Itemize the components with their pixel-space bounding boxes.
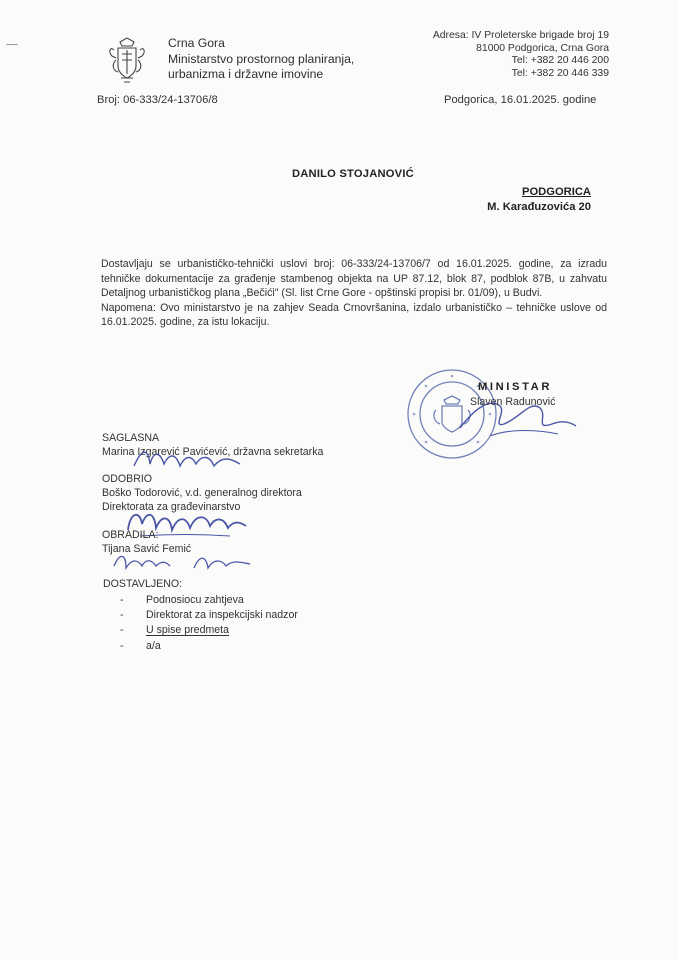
approved-unit: Direktorata za građevinarstvo [102,501,241,513]
distribution-label: DOSTAVLJENO: [103,578,183,590]
list-item: - Direktorat za inspekcijski nadzor [120,608,298,623]
coat-of-arms-icon [106,36,148,84]
approved-label: ODOBRIO [102,473,153,485]
list-item: - U spise predmeta [120,623,298,638]
note-paragraph: Napomena: Ovo ministarstvo je na zahjev Seada Crnovršanina, izdalo urbanističko – tehničke uslove od 16.01.2025. godine, za istu lokaciju. [101,301,607,329]
approved-person: Boško Todorović, v.d. generalnog direktora [102,487,302,499]
document-date: Podgorica, 16.01.2025. godine [444,94,597,106]
ministry-line: Crna Gora [168,36,225,50]
secretary-signature-icon [130,442,250,476]
distribution-list [120,593,298,654]
scan-mark [6,44,18,45]
ministry-line: urbanizma i državne imovine [168,67,324,81]
letter-body [101,257,607,330]
minister-name: Slaven Radunović [470,396,556,408]
list-item: - a/a [120,639,298,654]
processed-label: OBRADILA: [102,529,159,541]
minister-title: MINISTAR [478,381,553,393]
reference-number: Broj: 06-333/24-13706/8 [97,94,218,106]
list-item: - Podnosiocu zahtjeva [120,593,298,608]
address-line: Adresa: IV Proleterske brigade broj 19 [432,30,609,41]
ministry-name [168,36,354,83]
ministry-address [433,30,609,80]
body-paragraph: Dostavljaju se urbanističko-tehnički uslovi broj: 06-333/24-13706/7 od 16.01.2025. godine, za izradu tehničke dokumentacije za građenje stambenog objekta na UP 87.12, blok 87, podblok 87B, u zahvatu Detaljnog urbanističkog plana „Bečići" (Sl. list Crne Gore - opštinski propisi br. 01/09), u Budvi. [101,258,607,300]
address-line: Tel: +382 20 446 200 [511,55,609,67]
address-line: Tel: +382 20 446 339 [511,67,609,79]
recipient-street: M. Karađuzovića 20 [487,201,591,213]
ministry-line: Ministarstvo prostornog planiranja, [168,51,355,66]
recipient-name: DANILO STOJANOVIĆ [292,168,414,180]
address-line: 81000 Podgorica, Crna Gora [476,42,609,54]
agreed-person: Marina Izgarević Pavićević, državna sekretarka [102,446,324,458]
processor-signature-icon [110,548,260,576]
agreed-label: SAGLASNA [102,432,160,444]
processed-person: Tijana Savić Femić [102,543,192,555]
recipient-city: PODGORICA [522,186,591,198]
